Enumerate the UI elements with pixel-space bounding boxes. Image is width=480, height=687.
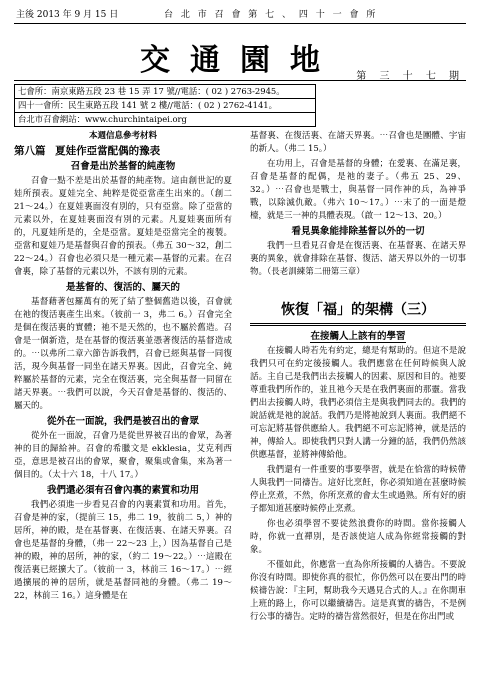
banner-suffix: 」的架構（三） <box>337 302 435 318</box>
article-paragraph: 我們還有一件重要的事要學習，就是在恰當的時候帶人與我們一同禱告。這好比烹飪，你必須知道在甚麼時候停止烹煮，不然，你所烹煮的會太生或過熟。所有好的廚子都知道甚麼時候停止烹煮。 <box>250 465 466 514</box>
newsletter-title: 交通園地 <box>140 43 340 78</box>
title-rule <box>14 80 466 81</box>
section-heading: 看見異象能排除基督以外的一切 <box>291 226 425 237</box>
right-column <box>250 130 466 626</box>
church-name: 台 北 市 召 會 第 七 、 四 十 一 會 所 <box>164 10 378 20</box>
chapter-number: 第八篇 <box>14 145 46 157</box>
article-paragraph: 不僅如此，你應當一直為你所接觸的人禱告。不要說你沒有時間。即使你真的很忙，你仍然可以在要出門的時候禱告說：『主阿，幫助我今天遇見合式的人。』在你開車上班的路上，你可以繼續禱告。這是真實的禱告，不是例行公事的禱告。定時的禱告當然很好，但是在你出門或 <box>250 560 466 622</box>
article-subheading: 在接觸人上該有的學習 <box>310 331 406 342</box>
issue-number: 第 三 十 七 期 <box>356 71 464 82</box>
reference-source: 本週信息參考材料 <box>88 131 157 141</box>
section-paragraph: 在功用上，召會是基督的身體；在愛裏、在滿足裏，召會是基督的配偶，是祂的妻子。（弗五 25、29、32。）⋯召會也是戰士，與基督一同作神的兵，為神爭戰，以除滅仇敵。（弗六 10～17。）⋯末了的一面是燈檯，就是三一神的具體表現。（啟一 12～13、20。） <box>250 159 466 221</box>
issue-date: 主後 2013 年 9 月 15 日 <box>16 10 119 20</box>
section-heading: 我們還必須有召會內裏的素質和功用 <box>46 485 199 496</box>
article-banner <box>250 299 466 326</box>
section-heading: 從外在一面說，我們是被召出的會眾 <box>46 416 199 427</box>
banner-prefix: 恢復「 <box>281 302 323 318</box>
section-heading: 是基督的、復活的、屬天的 <box>65 282 180 293</box>
section-paragraph: 召會一點不差是出於基督的純產物。這由創世記的夏娃所預表。夏娃完全、純粹是從亞當產生出來的。（創二 21～24。）在夏娃裏面沒有別的，只有亞當。除了亞當的元素以外，在夏娃裏面沒有別的元素。凡夏娃裏面所有的，凡夏娃所是的，全是亞當。夏娃是亞當完全的複製。亞當和夏娃乃是基督與召會的預表。（弗五 30～32，創二 22～24。）召會也必須只是一種元素—基督的元素。在召會裏，除了基督的元素以外，不該有別的元素。 <box>14 176 232 277</box>
church-website[interactable]: 台北市召會網站：www.churchintaipei.org <box>18 114 187 124</box>
left-column <box>14 130 232 605</box>
address-box <box>14 84 316 127</box>
section-paragraph: 我們一旦看見召會是在復活裏、在基督裏、在諸天界裏的異象，就會排除在基督、復活、諸天界以外的一切事物。（長老訓練第二冊第三章） <box>250 241 466 277</box>
continued-paragraph: 基督裏、在復活裏、在諸天界裏。⋯召會也是團體、宇宙的新人。（弗二 15。） <box>250 131 466 154</box>
address-hall-41: 四十一會所：民生東路五段 141 號 2 樓//電話：( 02 ) 2762-4141。 <box>15 99 315 113</box>
section-paragraph: 從外在一面說，召會乃是從世界被召出的會眾，為著神的目的歸給神。召會的希臘文是 ekklesia，艾克利西亞，意思是被召出的會眾，聚會，聚集或會集，來為著一個目的。（太十六 18，十八 17。） <box>14 431 232 480</box>
article-paragraph: 你也必須學習不要徒然浪費你的時間。當你接觸人時，你就一直禪別，是否該使這人成為你經常接觸的對象。 <box>250 519 466 555</box>
address-hall-7: 七會所：南京東路五段 23 巷 15 弄 17 號//電話：( 02 ) 2763-2945。 <box>15 85 315 99</box>
chapter-heading <box>14 145 232 158</box>
section-paragraph: 基督藉著包羅萬有的死了結了整個舊造以後，召會就在祂的復活裏產生出來。（彼前一 3，弗二 6。）召會完全是個在復活裏的實體；祂不是天然的，也不屬於舊造。召會是一個新造，是在基督的復活裏並憑著復活的基督造成的。⋯以弗所二章六節告訴我們，召會已經與基督一同復活，現今與基督一同坐在諸天界裏。因此，召會完全、純粹屬於基督的元素，完全在復活裏，完全與基督一同留在諸天界裏。⋯我們可以說，今天召會是基督的、復活的、屬天的。 <box>14 297 232 411</box>
banner-mark: 福 <box>323 302 337 318</box>
section-paragraph: 我們必須進一步看見召會的內裏素質和功用。首先，召會是神的家，（提前三 15，弗二 19，彼前二 5，）神的居所，神的殿，是在基督裏、在復活裏、在諸天界裏。召會也是基督的身體，（弗一 22～23 上，）因為基督自己是神的殿，神的居所，神的家，（約二 19～22。）⋯這殿在復活裏已經擴大了。（彼前一 3，林前三 16～17。）⋯經過擴展的神的居所，就是基督同祂的身體。（弗二 19～22，林前三 16。）這身體是在 <box>14 500 232 601</box>
section-heading: 召會是出於基督的純產物 <box>70 161 176 172</box>
masthead-rule <box>14 23 466 24</box>
masthead-line <box>14 8 466 22</box>
chapter-title: 夏娃作亞當配偶的豫表 <box>55 145 161 157</box>
article-paragraph: 在接觸人時若先有約定，總是有幫助的。但這不是說我們只可在約定後接觸人。我們應當在任何時候與人說話。主自己是我們出去接觸人的因素、原因和目的。祂要尊重我們所作的，並且祂今天是在我們裏面的那靈。當我們出去接觸人時，我們必須信主是與我們同去的。我們的說話就是祂的說話。我們乃是將祂說到人裏面。我們絕不可忘記將基督供應給人。我們絕不可忘記將神，就是活的神，傳給人。即使我們只對人講一分鐘的話，我們仍然該供應基督，並將神傳給他。 <box>250 346 466 460</box>
